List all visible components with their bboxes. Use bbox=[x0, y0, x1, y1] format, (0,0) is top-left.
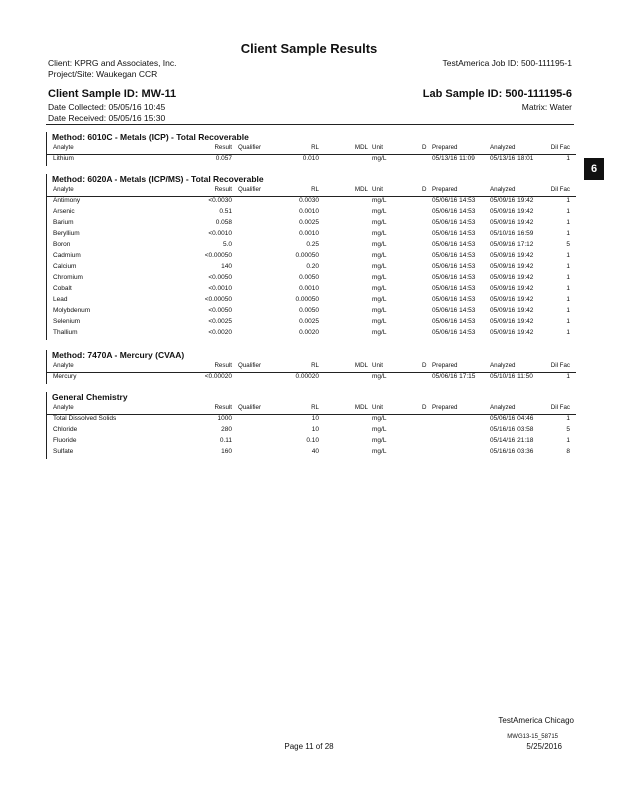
cell-unit: mg/L bbox=[372, 307, 387, 314]
cell-result: 140 bbox=[221, 263, 232, 270]
client-sample-id: Client Sample ID: MW-11 bbox=[48, 88, 177, 100]
cell-result: 0.51 bbox=[219, 208, 232, 215]
cell-unit: mg/L bbox=[372, 437, 387, 444]
cell-dil: 1 bbox=[566, 252, 570, 259]
cell-analyzed: 05/09/16 19:42 bbox=[490, 307, 534, 314]
table-row bbox=[46, 207, 576, 218]
cell-unit: mg/L bbox=[372, 263, 387, 270]
cell-dil: 1 bbox=[566, 197, 570, 204]
cell-analyzed: 05/10/16 11:50 bbox=[490, 373, 533, 380]
cell-result: 1000 bbox=[217, 415, 232, 422]
cell-analyte: Calcium bbox=[53, 263, 77, 270]
table-row bbox=[46, 414, 576, 425]
cell-dil: 1 bbox=[566, 219, 570, 226]
cell-prepared: 05/06/16 14:53 bbox=[432, 219, 476, 226]
cell-unit: mg/L bbox=[372, 448, 387, 455]
column-header: Qualifier bbox=[238, 186, 262, 193]
column-header: RL bbox=[311, 362, 319, 369]
cell-unit: mg/L bbox=[372, 252, 387, 259]
cell-prepared: 05/06/16 14:53 bbox=[432, 318, 476, 325]
cell-analyzed: 05/09/16 19:42 bbox=[490, 252, 534, 259]
table-row bbox=[46, 306, 576, 317]
cell-prepared: 05/06/16 14:53 bbox=[432, 230, 476, 237]
column-header: D bbox=[422, 362, 427, 369]
cell-dil: 1 bbox=[566, 274, 570, 281]
cell-dil: 1 bbox=[566, 296, 570, 303]
column-header: Analyte bbox=[53, 404, 74, 411]
column-header: Unit bbox=[372, 362, 384, 369]
cell-dil: 1 bbox=[566, 373, 570, 380]
cell-prepared: 05/06/16 17:15 bbox=[432, 373, 476, 380]
cell-analyzed: 05/09/16 17:12 bbox=[490, 241, 534, 248]
cell-analyzed: 05/14/16 21:18 bbox=[490, 437, 534, 444]
column-header: D bbox=[422, 144, 427, 151]
table-row bbox=[46, 229, 576, 240]
cell-rl: 0.0010 bbox=[299, 230, 319, 237]
cell-rl: 10 bbox=[311, 415, 319, 422]
table-row bbox=[46, 218, 576, 229]
cell-rl: 0.0010 bbox=[299, 285, 319, 292]
sample-divider bbox=[46, 124, 574, 125]
column-header: Prepared bbox=[432, 186, 458, 193]
column-header: Unit bbox=[372, 186, 384, 193]
cell-rl: 0.00020 bbox=[295, 373, 319, 380]
cell-rl: 0.20 bbox=[306, 263, 319, 270]
cell-analyte: Barium bbox=[53, 219, 74, 226]
column-header: Analyzed bbox=[490, 362, 516, 369]
cell-analyte: Total Dissolved Solids bbox=[53, 415, 117, 422]
section-title: Method: 7470A - Mercury (CVAA) bbox=[52, 350, 185, 360]
table-row bbox=[46, 262, 576, 273]
cell-result: <0.00020 bbox=[204, 373, 232, 380]
cell-analyzed: 05/13/16 18:01 bbox=[490, 155, 534, 162]
cell-result: <0.0025 bbox=[208, 318, 232, 325]
cell-analyte: Chromium bbox=[53, 274, 83, 281]
column-header: Dil Fac bbox=[550, 404, 570, 411]
table-row bbox=[46, 425, 576, 436]
cell-dil: 1 bbox=[566, 155, 570, 162]
table-row bbox=[46, 273, 576, 284]
cell-analyzed: 05/09/16 19:42 bbox=[490, 263, 534, 270]
table-row bbox=[46, 196, 576, 207]
column-header: MDL bbox=[354, 362, 368, 369]
column-header: Dil Fac bbox=[550, 186, 570, 193]
cell-unit: mg/L bbox=[372, 329, 387, 336]
cell-unit: mg/L bbox=[372, 219, 387, 226]
job-id: TestAmerica Job ID: 500-111195-1 bbox=[442, 58, 572, 68]
client-name: Client: KPRG and Associates, Inc. bbox=[48, 58, 177, 68]
cell-dil: 8 bbox=[566, 448, 570, 455]
table-row bbox=[46, 295, 576, 306]
cell-analyte: Beryllium bbox=[53, 230, 80, 237]
cell-rl: 0.00050 bbox=[295, 252, 319, 259]
method-section bbox=[46, 350, 576, 384]
column-header: Result bbox=[214, 404, 232, 411]
cell-analyzed: 05/09/16 19:42 bbox=[490, 329, 534, 336]
table-row bbox=[46, 372, 576, 383]
cell-analyzed: 05/09/16 19:42 bbox=[490, 219, 534, 226]
column-header: Analyte bbox=[53, 362, 74, 369]
column-header: Unit bbox=[372, 404, 384, 411]
footer-reference: MWG13-15_58715 bbox=[507, 734, 558, 740]
column-header: Analyte bbox=[53, 144, 74, 151]
column-header: MDL bbox=[354, 144, 368, 151]
column-header: Unit bbox=[372, 144, 384, 151]
cell-unit: mg/L bbox=[372, 318, 387, 325]
page-title: Client Sample Results bbox=[240, 41, 378, 56]
table-row bbox=[46, 240, 576, 251]
cell-analyzed: 05/09/16 19:42 bbox=[490, 274, 534, 281]
cell-dil: 1 bbox=[566, 307, 570, 314]
table-row bbox=[46, 154, 576, 165]
cell-unit: mg/L bbox=[372, 241, 387, 248]
column-header: Dil Fac bbox=[550, 362, 570, 369]
footer-lab-name: TestAmerica Chicago bbox=[498, 716, 574, 725]
matrix: Matrix: Water bbox=[521, 102, 572, 112]
column-header: RL bbox=[311, 144, 319, 151]
cell-rl: 0.10 bbox=[306, 437, 319, 444]
cell-prepared: 05/06/16 14:53 bbox=[432, 241, 476, 248]
cell-dil: 1 bbox=[566, 208, 570, 215]
cell-result: <0.0050 bbox=[208, 307, 232, 314]
table-row bbox=[46, 328, 576, 339]
cell-unit: mg/L bbox=[372, 230, 387, 237]
cell-result: 160 bbox=[221, 448, 232, 455]
cell-dil: 5 bbox=[566, 426, 570, 433]
column-header: D bbox=[422, 404, 427, 411]
cell-unit: mg/L bbox=[372, 197, 387, 204]
cell-rl: 0.0050 bbox=[299, 307, 319, 314]
cell-result: 0.057 bbox=[215, 155, 232, 162]
cell-analyzed: 05/06/16 04:46 bbox=[490, 415, 534, 422]
cell-analyte: Molybdenum bbox=[53, 307, 91, 314]
cell-unit: mg/L bbox=[372, 373, 387, 380]
cell-prepared: 05/06/16 14:53 bbox=[432, 307, 476, 314]
cell-analyzed: 05/16/16 03:36 bbox=[490, 448, 534, 455]
column-header: Qualifier bbox=[238, 362, 262, 369]
column-header: MDL bbox=[354, 186, 368, 193]
cell-dil: 5 bbox=[566, 241, 570, 248]
column-header: Qualifier bbox=[238, 144, 262, 151]
cell-analyte: Cadmium bbox=[53, 252, 81, 259]
cell-rl: 0.00050 bbox=[295, 296, 319, 303]
cell-analyzed: 05/09/16 19:42 bbox=[490, 208, 534, 215]
cell-result: 280 bbox=[221, 426, 232, 433]
cell-analyte: Chloride bbox=[53, 426, 78, 433]
method-section bbox=[46, 174, 576, 340]
column-header: Analyte bbox=[53, 186, 74, 193]
cell-rl: 0.25 bbox=[306, 241, 319, 248]
date-received: Date Received: 05/05/16 15:30 bbox=[48, 113, 166, 123]
table-row bbox=[46, 436, 576, 447]
section-title: General Chemistry bbox=[52, 392, 128, 402]
cell-dil: 1 bbox=[566, 437, 570, 444]
cell-analyzed: 05/16/16 03:58 bbox=[490, 426, 534, 433]
cell-rl: 0.0010 bbox=[299, 208, 319, 215]
cell-analyzed: 05/09/16 19:42 bbox=[490, 318, 534, 325]
method-section bbox=[46, 392, 576, 459]
cell-analyzed: 05/09/16 19:42 bbox=[490, 296, 534, 303]
column-header: RL bbox=[311, 404, 319, 411]
column-header: Analyzed bbox=[490, 144, 516, 151]
column-header: RL bbox=[311, 186, 319, 193]
cell-result: <0.0010 bbox=[208, 230, 232, 237]
cell-unit: mg/L bbox=[372, 274, 387, 281]
cell-analyte: Lithium bbox=[53, 155, 74, 162]
cell-analyte: Thallium bbox=[53, 329, 78, 336]
footer-date: 5/25/2016 bbox=[526, 742, 562, 751]
cell-prepared: 05/06/16 14:53 bbox=[432, 208, 476, 215]
column-header: Prepared bbox=[432, 144, 458, 151]
date-collected: Date Collected: 05/05/16 10:45 bbox=[48, 102, 166, 112]
cell-rl: 0.0025 bbox=[299, 219, 319, 226]
table-row bbox=[46, 251, 576, 262]
cell-unit: mg/L bbox=[372, 285, 387, 292]
table-row bbox=[46, 447, 576, 458]
column-header: Analyzed bbox=[490, 186, 516, 193]
cell-unit: mg/L bbox=[372, 296, 387, 303]
cell-prepared: 05/13/16 11:09 bbox=[432, 155, 475, 162]
cell-result: 0.058 bbox=[215, 219, 232, 226]
section-title: Method: 6010C - Metals (ICP) - Total Recoverable bbox=[52, 132, 249, 142]
cell-prepared: 05/06/16 14:53 bbox=[432, 252, 476, 259]
cell-analyte: Cobalt bbox=[53, 285, 72, 292]
cell-prepared: 05/06/16 14:53 bbox=[432, 296, 476, 303]
cell-rl: 40 bbox=[311, 448, 319, 455]
cell-result: <0.00050 bbox=[204, 252, 232, 259]
cell-prepared: 05/06/16 14:53 bbox=[432, 263, 476, 270]
cell-result: <0.0010 bbox=[208, 285, 232, 292]
cell-unit: mg/L bbox=[372, 208, 387, 215]
cell-rl: 0.0020 bbox=[299, 329, 319, 336]
page-number: Page 11 of 28 bbox=[284, 742, 334, 751]
lab-sample-id: Lab Sample ID: 500-111195-6 bbox=[422, 88, 572, 100]
cell-dil: 1 bbox=[566, 318, 570, 325]
column-header: Result bbox=[214, 144, 232, 151]
cell-analyzed: 05/09/16 19:42 bbox=[490, 285, 534, 292]
cell-result: 5.0 bbox=[222, 241, 232, 248]
column-header: Dil Fac bbox=[550, 144, 570, 151]
cell-prepared: 05/06/16 14:53 bbox=[432, 274, 476, 281]
cell-result: <0.0030 bbox=[208, 197, 232, 204]
column-header: MDL bbox=[354, 404, 368, 411]
column-header: Result bbox=[214, 186, 232, 193]
method-section bbox=[46, 132, 576, 166]
cell-analyte: Sulfate bbox=[53, 448, 74, 455]
cell-unit: mg/L bbox=[372, 415, 387, 422]
cell-rl: 0.0050 bbox=[299, 274, 319, 281]
section-tab: 6 bbox=[584, 158, 604, 180]
cell-dil: 1 bbox=[566, 415, 570, 422]
cell-prepared: 05/06/16 14:53 bbox=[432, 197, 476, 204]
cell-rl: 0.0030 bbox=[299, 197, 319, 204]
table-row bbox=[46, 317, 576, 328]
cell-rl: 10 bbox=[311, 426, 319, 433]
cell-analyte: Antimony bbox=[53, 197, 81, 204]
cell-dil: 1 bbox=[566, 329, 570, 336]
cell-result: <0.0050 bbox=[208, 274, 232, 281]
column-header: Prepared bbox=[432, 404, 458, 411]
cell-analyzed: 05/10/16 16:59 bbox=[490, 230, 534, 237]
project-site: Project/Site: Waukegan CCR bbox=[48, 69, 158, 79]
cell-result: <0.0020 bbox=[208, 329, 232, 336]
cell-dil: 1 bbox=[566, 285, 570, 292]
cell-dil: 1 bbox=[566, 230, 570, 237]
cell-analyte: Lead bbox=[53, 296, 68, 303]
cell-analyte: Fluoride bbox=[53, 437, 77, 444]
column-header: Result bbox=[214, 362, 232, 369]
cell-analyzed: 05/09/16 19:42 bbox=[490, 197, 534, 204]
cell-dil: 1 bbox=[566, 263, 570, 270]
cell-result: 0.11 bbox=[219, 437, 232, 444]
cell-unit: mg/L bbox=[372, 426, 387, 433]
cell-unit: mg/L bbox=[372, 155, 387, 162]
cell-prepared: 05/06/16 14:53 bbox=[432, 285, 476, 292]
cell-analyte: Mercury bbox=[53, 373, 77, 380]
column-header: Qualifier bbox=[238, 404, 262, 411]
column-header: Prepared bbox=[432, 362, 458, 369]
column-header: Analyzed bbox=[490, 404, 516, 411]
cell-rl: 0.0025 bbox=[299, 318, 319, 325]
table-row bbox=[46, 284, 576, 295]
cell-analyte: Selenium bbox=[53, 318, 81, 325]
column-header: D bbox=[422, 186, 427, 193]
section-title: Method: 6020A - Metals (ICP/MS) - Total Recoverable bbox=[52, 174, 264, 184]
cell-rl: 0.010 bbox=[302, 155, 319, 162]
cell-analyte: Arsenic bbox=[53, 208, 75, 215]
cell-prepared: 05/06/16 14:53 bbox=[432, 329, 476, 336]
cell-result: <0.00050 bbox=[204, 296, 232, 303]
cell-analyte: Boron bbox=[53, 241, 71, 248]
